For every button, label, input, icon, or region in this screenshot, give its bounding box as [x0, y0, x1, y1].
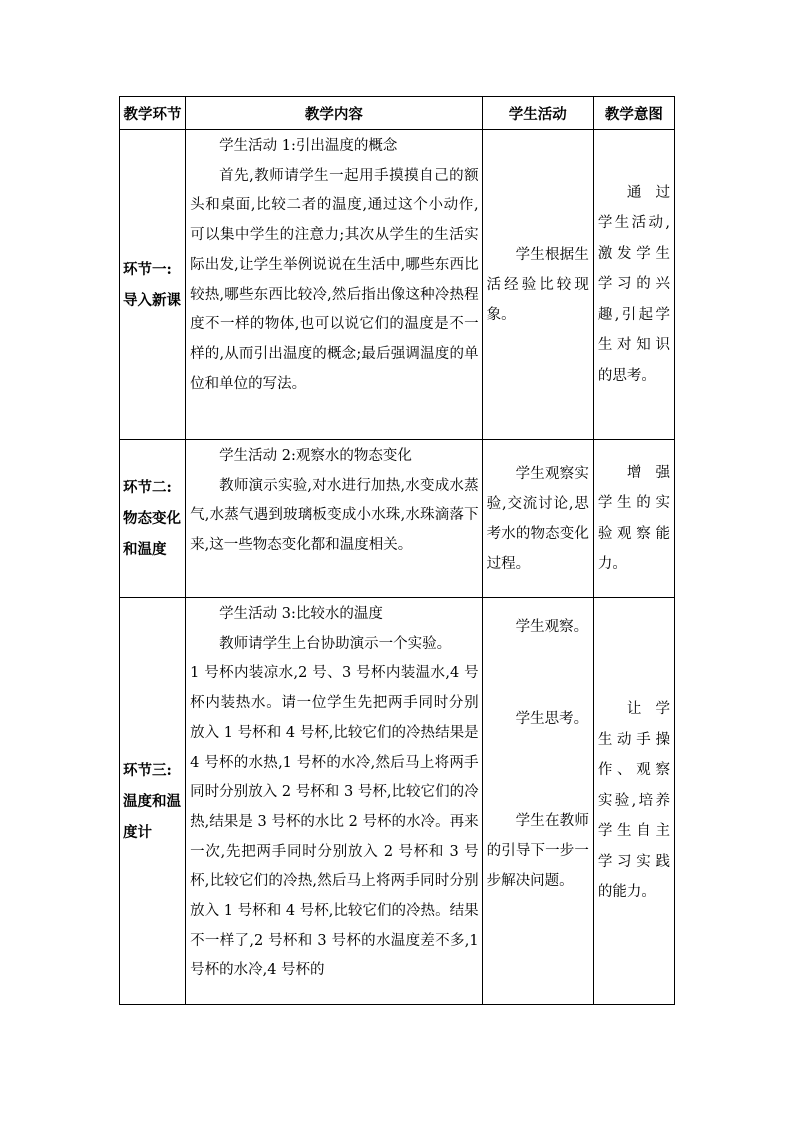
content-cell [186, 598, 483, 1005]
student-activity-text: 学生根据生活经验比较现象。 [486, 246, 589, 323]
stage-cell: 环节二:物态变化和温度 [120, 440, 186, 598]
content-body: 首先,教师请学生一起用手摸摸自己的额头和桌面,比较二者的温度,通过这个小动作,可以集中学生的注意力;其次从学生的生活实际出发,让学生举例说说在生活中,哪些东西比较热,哪些东西比较冷,然后指出像这种冷热程度不一样的物体,也可以说它们的温度是不一样的,从而引出温度的概念;最后强调温度的单位和单位的写法。 [190, 167, 479, 392]
content-cell [186, 440, 483, 598]
header-intent: 教学意图 [593, 97, 674, 130]
header-stage: 教学环节 [120, 97, 186, 130]
table-header-row [120, 97, 675, 130]
spacer [487, 642, 589, 704]
spacer [487, 734, 589, 806]
intent-cell [593, 440, 674, 598]
intent-text: 让学生动手操作、观察实验,培养学生自主学习实践的能力。 [597, 701, 670, 901]
student-activity-observe: 学生观察。 [515, 619, 589, 635]
intent-cell [593, 598, 674, 1005]
content-cell [186, 130, 483, 440]
header-content: 教学内容 [186, 97, 483, 130]
intent-cell [593, 130, 674, 440]
content-body: 教师请学生上台协助演示一个实验。 [219, 635, 452, 652]
content-title: 学生活动 3:比较水的温度 [219, 606, 383, 622]
student-activity-think: 学生思考。 [515, 711, 589, 727]
intent-text: 增强学生的实验观察能力。 [597, 464, 670, 572]
stage-cell: 环节三:温度和温度计 [120, 598, 186, 1005]
content-title: 学生活动 1:引出温度的概念 [219, 138, 398, 154]
student-activity-cell [482, 440, 593, 598]
student-activity-cell [482, 598, 593, 1005]
content-body: 教师演示实验,对水进行加热,水变成水蒸气,水蒸气遇到玻璃板变成小水珠,水珠滴落下来,这一些物态变化都和温度相关。 [190, 477, 479, 554]
intent-text: 通过学生活动,激发学生学习的兴趣,引起学生对知识的思考。 [597, 184, 670, 384]
table-row [120, 440, 675, 598]
content-title: 学生活动 2:观察水的物态变化 [219, 448, 412, 464]
content-body-continued: 1 号杯内装凉水,2 号、3 号杯内装温水,4 号杯内装热水。请一位学生先把两手同时分别放入 1 号杯和 4 号杯,比较它们的冷热结果是 4 号杯的水热,1 号杯的水冷,然后马上将两手同时分别放入 2 号杯和 3 号杯,比较它们的冷热,结果是 3 号杯的水比 2 号杯的水冷。再来一次,先把两手同时分别放入 2 号杯和 3 号杯,比较它们的冷热,然后马上将两手同时分别放入 1 号杯和 4 号杯,比较它们的冷热。结果不一样了,2 号杯和 3 号杯的水温度差不多,1 号杯的水冷,4 号杯的 [190, 665, 479, 979]
table-row [120, 130, 675, 440]
lesson-plan-table [119, 96, 675, 1005]
stage-cell: 环节一:导入新课 [120, 130, 186, 440]
student-activity-cell [482, 130, 593, 440]
student-activity-solve: 学生在教师的引导下一步一步解决问题。 [486, 813, 589, 889]
header-student-activity: 学生活动 [482, 97, 593, 130]
student-activity-text: 学生观察实验,交流讨论,思考水的物态变化过程。 [486, 465, 589, 572]
table-row [120, 598, 675, 1005]
